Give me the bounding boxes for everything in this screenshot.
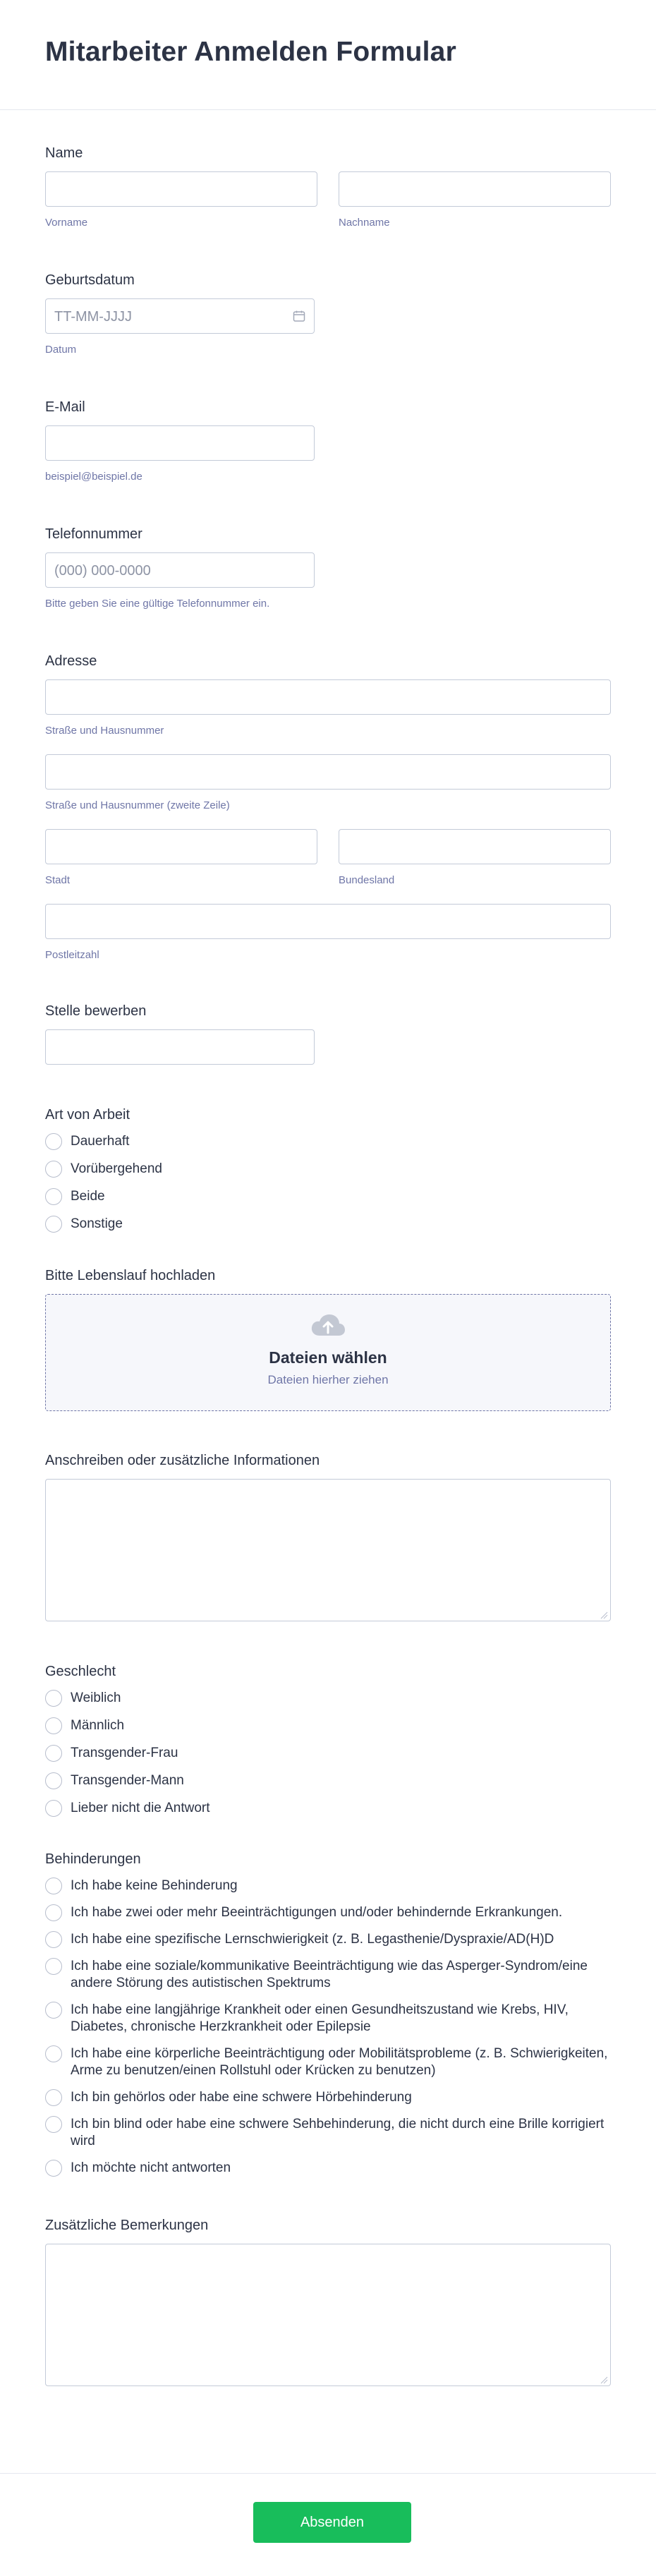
option-label: Ich habe eine körperliche Beeinträchtigung oder Mobilitätsprobleme (z. B. Schwierigkeiten, Arme zu benutzen/einen Rollstuhl oder Krücken zu benutzen): [71, 2046, 608, 2078]
phone-input[interactable]: [45, 552, 315, 588]
drag-files-hint: Dateien hierher ziehen: [267, 1373, 389, 1386]
disability-option[interactable]: [45, 2089, 611, 2106]
form-header: [0, 0, 656, 110]
work-type-option[interactable]: [45, 1188, 611, 1216]
disability-option[interactable]: [45, 1904, 611, 1921]
gender-field: [45, 1664, 611, 1827]
work-type-field: [45, 1107, 611, 1243]
remarks-field: [45, 2218, 611, 2386]
option-label: Ich habe eine langjährige Krankheit oder einen Gesundheitszustand wie Krebs, HIV, Diabetes, chronische Herzkrankheit oder Epilepsie: [71, 2002, 569, 2034]
street-sublabel: Straße und Hausnummer: [45, 725, 164, 737]
first-name-sublabel: Vorname: [45, 217, 88, 229]
state-sublabel: Bundesland: [339, 874, 395, 886]
position-field: [45, 1003, 611, 1065]
resume-field: [45, 1268, 611, 1411]
radio-button[interactable]: [45, 1958, 62, 1975]
birthdate-sublabel: Datum: [45, 344, 77, 356]
street2-sublabel: Straße und Hausnummer (zweite Zeile): [45, 799, 230, 811]
address-label: Adresse: [45, 653, 97, 669]
option-label: Männlich: [71, 1718, 125, 1733]
work-type-option[interactable]: [45, 1133, 611, 1161]
choose-files-button[interactable]: Dateien wählen: [269, 1348, 387, 1367]
street2-input[interactable]: [45, 754, 611, 790]
work-type-option[interactable]: [45, 1161, 611, 1188]
first-name-input[interactable]: [45, 171, 317, 207]
position-input[interactable]: [45, 1029, 315, 1065]
radio-button[interactable]: [45, 2160, 62, 2177]
work-type-option[interactable]: [45, 1216, 611, 1243]
disability-option[interactable]: [45, 2045, 611, 2079]
work-type-label: Art von Arbeit: [45, 1107, 130, 1123]
radio-button[interactable]: [45, 2089, 62, 2106]
phone-sublabel: Bitte geben Sie eine gültige Telefonnummer ein.: [45, 598, 270, 610]
resize-grip-icon[interactable]: [600, 2375, 608, 2383]
gender-option[interactable]: [45, 1717, 611, 1745]
option-label: Weiblich: [71, 1691, 121, 1705]
disability-option[interactable]: [45, 1931, 611, 1948]
radio-button[interactable]: [45, 1800, 62, 1817]
file-upload-dropzone[interactable]: [45, 1294, 611, 1411]
radio-button[interactable]: [45, 1745, 62, 1762]
option-label: Ich möchte nicht antworten: [71, 2160, 231, 2175]
option-label: Ich habe keine Behinderung: [71, 1878, 238, 1893]
birthdate-field: [45, 272, 611, 356]
radio-button[interactable]: [45, 1877, 62, 1894]
option-label: Ich habe eine soziale/kommunikative Beeinträchtigung wie das Asperger-Syndrom/eine andere Störung des autistischen Spektrums: [71, 1959, 588, 1990]
option-label: Sonstige: [71, 1216, 123, 1231]
resume-label: Bitte Lebenslauf hochladen: [45, 1268, 216, 1283]
city-sublabel: Stadt: [45, 874, 71, 886]
gender-option[interactable]: [45, 1690, 611, 1717]
option-label: Lieber nicht die Antwort: [71, 1801, 210, 1815]
birthdate-input[interactable]: [45, 298, 315, 334]
name-label: Name: [45, 145, 83, 161]
last-name-sublabel: Nachname: [339, 217, 390, 229]
radio-button[interactable]: [45, 1161, 62, 1178]
last-name-input[interactable]: [339, 171, 611, 207]
phone-placeholder: (000) 000-0000: [54, 563, 151, 579]
calendar-icon[interactable]: [293, 310, 305, 322]
email-input[interactable]: [45, 425, 315, 461]
radio-button[interactable]: [45, 1772, 62, 1789]
radio-button[interactable]: [45, 2045, 62, 2062]
birthdate-placeholder: TT-MM-JJJJ: [54, 309, 132, 325]
disability-option[interactable]: [45, 2116, 611, 2150]
disability-option[interactable]: [45, 1958, 611, 1992]
radio-button[interactable]: [45, 2002, 62, 2019]
resize-grip-icon[interactable]: [600, 1610, 608, 1619]
gender-option[interactable]: [45, 1745, 611, 1772]
radio-button[interactable]: [45, 1690, 62, 1707]
form-footer: [0, 2473, 656, 2576]
street-input[interactable]: [45, 679, 611, 715]
radio-button[interactable]: [45, 1188, 62, 1205]
position-label: Stelle bewerben: [45, 1003, 147, 1019]
zip-sublabel: Postleitzahl: [45, 949, 99, 961]
email-sublabel: beispiel@beispiel.de: [45, 471, 142, 483]
submit-button[interactable]: Absenden: [253, 2502, 411, 2543]
radio-button[interactable]: [45, 1133, 62, 1150]
gender-option[interactable]: [45, 1800, 611, 1827]
option-label: Beide: [71, 1189, 105, 1204]
option-label: Dauerhaft: [71, 1134, 130, 1149]
option-label: Ich bin gehörlos oder habe eine schwere Hörbehinderung: [71, 2090, 412, 2105]
email-field: [45, 399, 611, 483]
form-body: [0, 145, 656, 2386]
birthdate-label: Geburtsdatum: [45, 272, 135, 288]
name-field: [45, 145, 611, 229]
email-label: E-Mail: [45, 399, 85, 415]
option-label: Vorübergehend: [71, 1161, 162, 1176]
radio-button[interactable]: [45, 1931, 62, 1948]
disability-option[interactable]: [45, 2002, 611, 2036]
remarks-label: Zusätzliche Bemerkungen: [45, 2218, 209, 2233]
option-label: Ich habe eine spezifische Lernschwierigkeit (z. B. Legasthenie/Dyspraxie/AD(H)D: [71, 1932, 554, 1947]
radio-button[interactable]: [45, 1717, 62, 1734]
cloud-upload-icon: [310, 1313, 346, 1337]
phone-label: Telefonnummer: [45, 526, 142, 542]
cover-label: Anschreiben oder zusätzliche Informationen: [45, 1453, 320, 1468]
disability-option[interactable]: [45, 1877, 611, 1894]
disability-option[interactable]: [45, 2160, 611, 2177]
option-label: Transgender-Frau: [71, 1746, 178, 1760]
option-label: Ich bin blind oder habe eine schwere Sehbehinderung, die nicht durch eine Brille korrigiert wird: [71, 2117, 605, 2148]
cover-field: [45, 1453, 611, 1621]
disabilities-field: [45, 1851, 611, 2177]
zip-input[interactable]: [45, 904, 611, 939]
city-input[interactable]: [45, 829, 317, 864]
radio-button[interactable]: [45, 1216, 62, 1233]
radio-button[interactable]: [45, 2116, 62, 2133]
radio-button[interactable]: [45, 1904, 62, 1921]
remarks-textarea[interactable]: [45, 2244, 611, 2386]
phone-field: [45, 526, 611, 610]
gender-label: Geschlecht: [45, 1664, 116, 1679]
gender-option[interactable]: [45, 1772, 611, 1800]
form-title: Mitarbeiter Anmelden Formular: [45, 37, 456, 67]
state-input[interactable]: [339, 829, 611, 864]
address-field: [45, 653, 611, 961]
option-label: Ich habe zwei oder mehr Beeinträchtigungen und/oder behindernde Erkrankungen.: [71, 1905, 563, 1920]
disabilities-label: Behinderungen: [45, 1851, 141, 1867]
option-label: Transgender-Mann: [71, 1773, 184, 1788]
cover-textarea[interactable]: [45, 1479, 611, 1621]
